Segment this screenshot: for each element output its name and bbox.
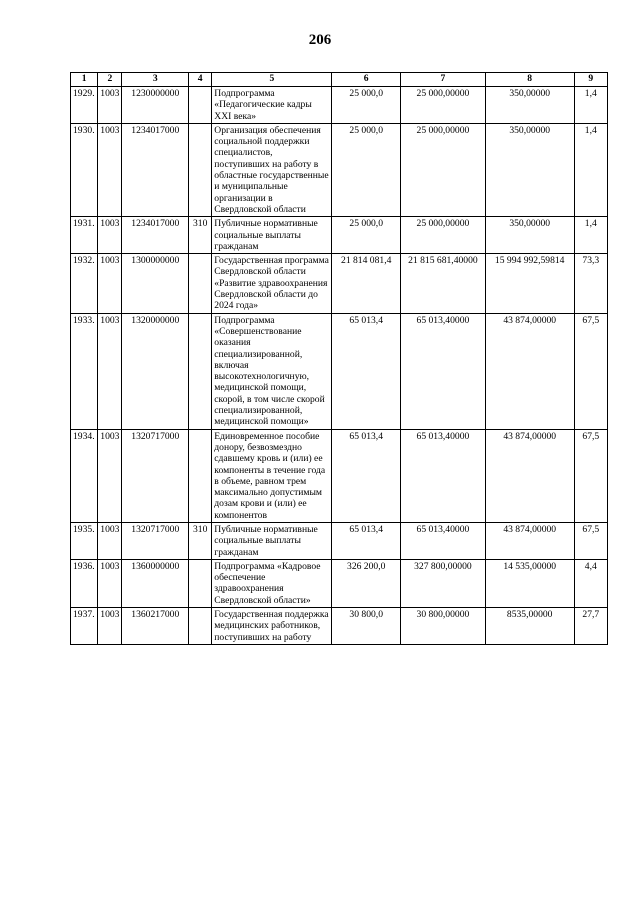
item-name: Подпрограмма «Педагогические кадры XXI века» [212,87,332,124]
value-col7: 30 800,00000 [401,608,486,645]
table-row [71,123,608,216]
target-article-code: 1230000000 [122,87,189,124]
expense-type-code [189,87,212,124]
page-number: 206 [308,32,332,48]
header-row [71,73,608,87]
column-header: 7 [401,73,486,87]
row-number: 1933. [71,313,98,429]
value-col8: 8535,00000 [485,608,574,645]
row-number: 1934. [71,429,98,522]
table-body [71,87,608,645]
section-code: 1003 [98,429,122,522]
expense-type-code [189,608,212,645]
section-code: 1003 [98,217,122,254]
item-name: Организация обеспечения социальной поддержки специалистов, поступивших на работу в областные государственные и муниципальные организации в Свердловской области [212,123,332,216]
value-col6: 326 200,0 [332,559,401,607]
expense-type-code [189,313,212,429]
target-article-code: 1320000000 [122,313,189,429]
row-number: 1932. [71,254,98,313]
item-name: Публичные нормативные социальные выплаты гражданам [212,522,332,559]
expense-type-code [189,429,212,522]
table-row [71,522,608,559]
column-header: 9 [574,73,607,87]
target-article-code: 1320717000 [122,522,189,559]
value-col8: 43 874,00000 [485,429,574,522]
value-col8: 15 994 992,59814 [485,254,574,313]
value-col8: 43 874,00000 [485,522,574,559]
item-name: Подпрограмма «Кадровое обеспечение здравоохранения Свердловской области» [212,559,332,607]
expense-type-code: 310 [189,522,212,559]
value-col7: 327 800,00000 [401,559,486,607]
value-col6: 65 013,4 [332,522,401,559]
column-header: 1 [71,73,98,87]
target-article-code: 1360000000 [122,559,189,607]
table-row [71,217,608,254]
table-row [71,254,608,313]
percent-value: 73,3 [574,254,607,313]
table-row [71,559,608,607]
column-header: 8 [485,73,574,87]
expense-type-code [189,254,212,313]
percent-value: 27,7 [574,608,607,645]
row-number: 1936. [71,559,98,607]
section-code: 1003 [98,87,122,124]
value-col7: 65 013,40000 [401,313,486,429]
table-header [71,73,608,87]
column-header: 6 [332,73,401,87]
column-header: 5 [212,73,332,87]
item-name: Единовременное пособие донору, безвозмездно сдавшему кровь и (или) ее компоненты в течение года в объеме, равном трем максимально допустимым дозам крови и (или) ее компонентов [212,429,332,522]
expense-type-code: 310 [189,217,212,254]
percent-value: 1,4 [574,87,607,124]
row-number: 1929. [71,87,98,124]
target-article-code: 1234017000 [122,217,189,254]
section-code: 1003 [98,313,122,429]
section-code: 1003 [98,608,122,645]
value-col7: 65 013,40000 [401,429,486,522]
value-col6: 25 000,0 [332,87,401,124]
value-col8: 43 874,00000 [485,313,574,429]
percent-value: 1,4 [574,217,607,254]
item-name: Подпрограмма «Совершенствование оказания специализированной, включая высокотехнологичную, медицинской помощи, скорой, в том числе скорой специализированной, медицинской помощи» [212,313,332,429]
value-col6: 25 000,0 [332,217,401,254]
value-col6: 30 800,0 [332,608,401,645]
value-col6: 25 000,0 [332,123,401,216]
item-name: Государственная программа Свердловской области «Развитие здравоохранения Свердловской области до 2024 года» [212,254,332,313]
percent-value: 67,5 [574,313,607,429]
percent-value: 1,4 [574,123,607,216]
value-col7: 21 815 681,40000 [401,254,486,313]
table-row [71,313,608,429]
budget-table [70,72,608,645]
value-col7: 25 000,00000 [401,87,486,124]
row-number: 1931. [71,217,98,254]
target-article-code: 1300000000 [122,254,189,313]
section-code: 1003 [98,559,122,607]
table-row [71,608,608,645]
row-number: 1935. [71,522,98,559]
target-article-code: 1234017000 [122,123,189,216]
item-name: Публичные нормативные социальные выплаты гражданам [212,217,332,254]
value-col8: 14 535,00000 [485,559,574,607]
percent-value: 67,5 [574,429,607,522]
percent-value: 67,5 [574,522,607,559]
expense-type-code [189,123,212,216]
column-header: 2 [98,73,122,87]
row-number: 1937. [71,608,98,645]
value-col7: 25 000,00000 [401,123,486,216]
expense-type-code [189,559,212,607]
section-code: 1003 [98,254,122,313]
value-col8: 350,00000 [485,123,574,216]
item-name: Государственная поддержка медицинских работников, поступивших на работу [212,608,332,645]
section-code: 1003 [98,522,122,559]
percent-value: 4,4 [574,559,607,607]
column-header: 3 [122,73,189,87]
target-article-code: 1360217000 [122,608,189,645]
column-header: 4 [189,73,212,87]
value-col7: 25 000,00000 [401,217,486,254]
value-col7: 65 013,40000 [401,522,486,559]
value-col6: 65 013,4 [332,313,401,429]
value-col8: 350,00000 [485,87,574,124]
value-col6: 21 814 081,4 [332,254,401,313]
section-code: 1003 [98,123,122,216]
table-row [71,87,608,124]
table-row [71,429,608,522]
row-number: 1930. [71,123,98,216]
target-article-code: 1320717000 [122,429,189,522]
value-col8: 350,00000 [485,217,574,254]
value-col6: 65 013,4 [332,429,401,522]
